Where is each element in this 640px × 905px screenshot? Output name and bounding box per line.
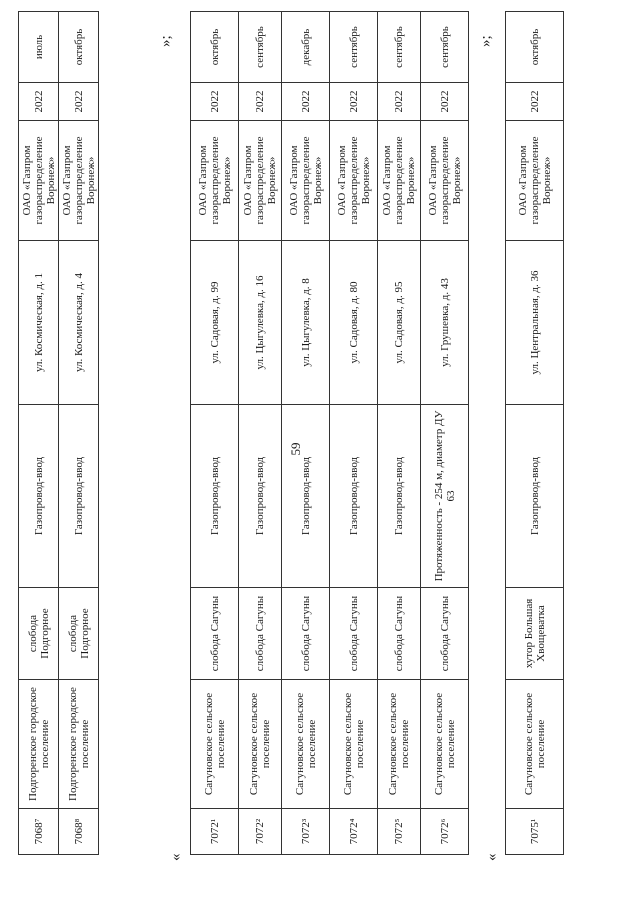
- cell-owner: ОАО «Газпром газораспределение Воронеж»: [282, 121, 330, 241]
- cell-address: ул. Садовая, д. 80: [330, 241, 378, 405]
- cell-object: Газопровод-ввод: [191, 405, 239, 588]
- table-row: [330, 12, 378, 855]
- cell-locality: слобода Сагуны: [191, 588, 239, 680]
- cell-object: Газопровод-ввод: [330, 405, 378, 588]
- cell-settlement: Подгоренское городское поселение: [59, 680, 99, 809]
- cell-year: 2022: [282, 83, 330, 121]
- cell-locality: слобода Сагуны: [330, 588, 378, 680]
- cell-owner: ОАО «Газпром газораспределение Воронеж»: [19, 121, 59, 241]
- cell-object: Газопровод-ввод: [59, 405, 99, 588]
- cell-address: ул. Космическая, д. 4: [59, 241, 99, 405]
- cell-locality: слобода Подгорное: [19, 588, 59, 680]
- cell-object: Газопровод-ввод: [282, 405, 330, 588]
- cell-locality: хутор Большая Хвощеватка: [506, 588, 564, 680]
- cell-object: Газопровод-ввод: [506, 405, 564, 588]
- cell-id: 7072³: [282, 809, 330, 855]
- cell-year: 2022: [330, 83, 378, 121]
- close-quote-2: »;: [478, 35, 494, 47]
- table-row: [421, 12, 469, 855]
- cell-year: 2022: [191, 83, 239, 121]
- cell-id: 7072²: [239, 809, 282, 855]
- cell-owner: ОАО «Газпром газораспределение Воронеж»: [421, 121, 469, 241]
- cell-object: Газопровод-ввод: [19, 405, 59, 588]
- cell-owner: ОАО «Газпром газораспределение Воронеж»: [330, 121, 378, 241]
- cell-address: ул. Цыгулевка, д. 8: [282, 241, 330, 405]
- cell-settlement: Сагуновское сельское поселение: [421, 680, 469, 809]
- cell-settlement: Подгоренское городское поселение: [19, 680, 59, 809]
- cell-year: 2022: [421, 83, 469, 121]
- table-row: [239, 12, 282, 855]
- cell-settlement: Сагуновское сельское поселение: [239, 680, 282, 809]
- cell-id: 7072⁵: [378, 809, 421, 855]
- cell-year: 2022: [19, 83, 59, 121]
- cell-id: 7072¹: [191, 809, 239, 855]
- cell-month: декабрь: [282, 12, 330, 83]
- cell-month: октябрь: [506, 12, 564, 83]
- cell-year: 2022: [239, 83, 282, 121]
- cell-month: октябрь: [59, 12, 99, 83]
- cell-address: ул. Космическая, д. 1: [19, 241, 59, 405]
- cell-year: 2022: [378, 83, 421, 121]
- open-quote-3: «: [484, 853, 500, 861]
- cell-locality: слобода Сагуны: [282, 588, 330, 680]
- cell-month: сентябрь: [378, 12, 421, 83]
- table-2: [190, 11, 469, 855]
- page-number: 59: [288, 442, 303, 456]
- cell-owner: ОАО «Газпром газораспределение Воронеж»: [191, 121, 239, 241]
- table-1: [18, 11, 99, 855]
- cell-owner: ОАО «Газпром газораспределение Воронеж»: [506, 121, 564, 241]
- table-row: [19, 12, 59, 855]
- cell-year: 2022: [506, 83, 564, 121]
- cell-locality: слобода Сагуны: [239, 588, 282, 680]
- cell-locality: слобода Сагуны: [378, 588, 421, 680]
- table-row: [378, 12, 421, 855]
- cell-id: 7068⁸: [59, 809, 99, 855]
- cell-id: 7075¹: [506, 809, 564, 855]
- table-row: [506, 12, 564, 855]
- cell-id: 7072⁶: [421, 809, 469, 855]
- cell-owner: ОАО «Газпром газораспределение Воронеж»: [239, 121, 282, 241]
- cell-settlement: Сагуновское сельское поселение: [378, 680, 421, 809]
- table-row: [59, 12, 99, 855]
- cell-locality: слобода Подгорное: [59, 588, 99, 680]
- cell-month: октябрь: [191, 12, 239, 83]
- table-row: [191, 12, 239, 855]
- close-quote-1: »;: [158, 35, 174, 47]
- cell-object: Газопровод-ввод: [378, 405, 421, 588]
- table-row: [282, 12, 330, 855]
- cell-month: сентябрь: [239, 12, 282, 83]
- cell-year: 2022: [59, 83, 99, 121]
- cell-address: ул. Грушевка, д. 43: [421, 241, 469, 405]
- cell-settlement: Сагуновское сельское поселение: [506, 680, 564, 809]
- table-3: [505, 11, 564, 855]
- cell-id: 7068⁷: [19, 809, 59, 855]
- cell-object: Газопровод-ввод: [239, 405, 282, 588]
- cell-address: ул. Центральная, д. 36: [506, 241, 564, 405]
- cell-owner: ОАО «Газпром газораспределение Воронеж»: [378, 121, 421, 241]
- cell-month: сентябрь: [421, 12, 469, 83]
- cell-object: Протяженность - 254 м, диаметр ДУ 63: [421, 405, 469, 588]
- cell-locality: слобода Сагуны: [421, 588, 469, 680]
- cell-owner: ОАО «Газпром газораспределение Воронеж»: [59, 121, 99, 241]
- cell-id: 7072⁴: [330, 809, 378, 855]
- cell-settlement: Сагуновское сельское поселение: [191, 680, 239, 809]
- cell-address: ул. Садовая, д. 95: [378, 241, 421, 405]
- cell-address: ул. Садовая, д. 99: [191, 241, 239, 405]
- open-quote-2: «: [168, 853, 184, 861]
- cell-settlement: Сагуновское сельское поселение: [282, 680, 330, 809]
- cell-settlement: Сагуновское сельское поселение: [330, 680, 378, 809]
- cell-month: сентябрь: [330, 12, 378, 83]
- cell-address: ул. Цыгулевка, д. 16: [239, 241, 282, 405]
- cell-month: июль: [19, 12, 59, 83]
